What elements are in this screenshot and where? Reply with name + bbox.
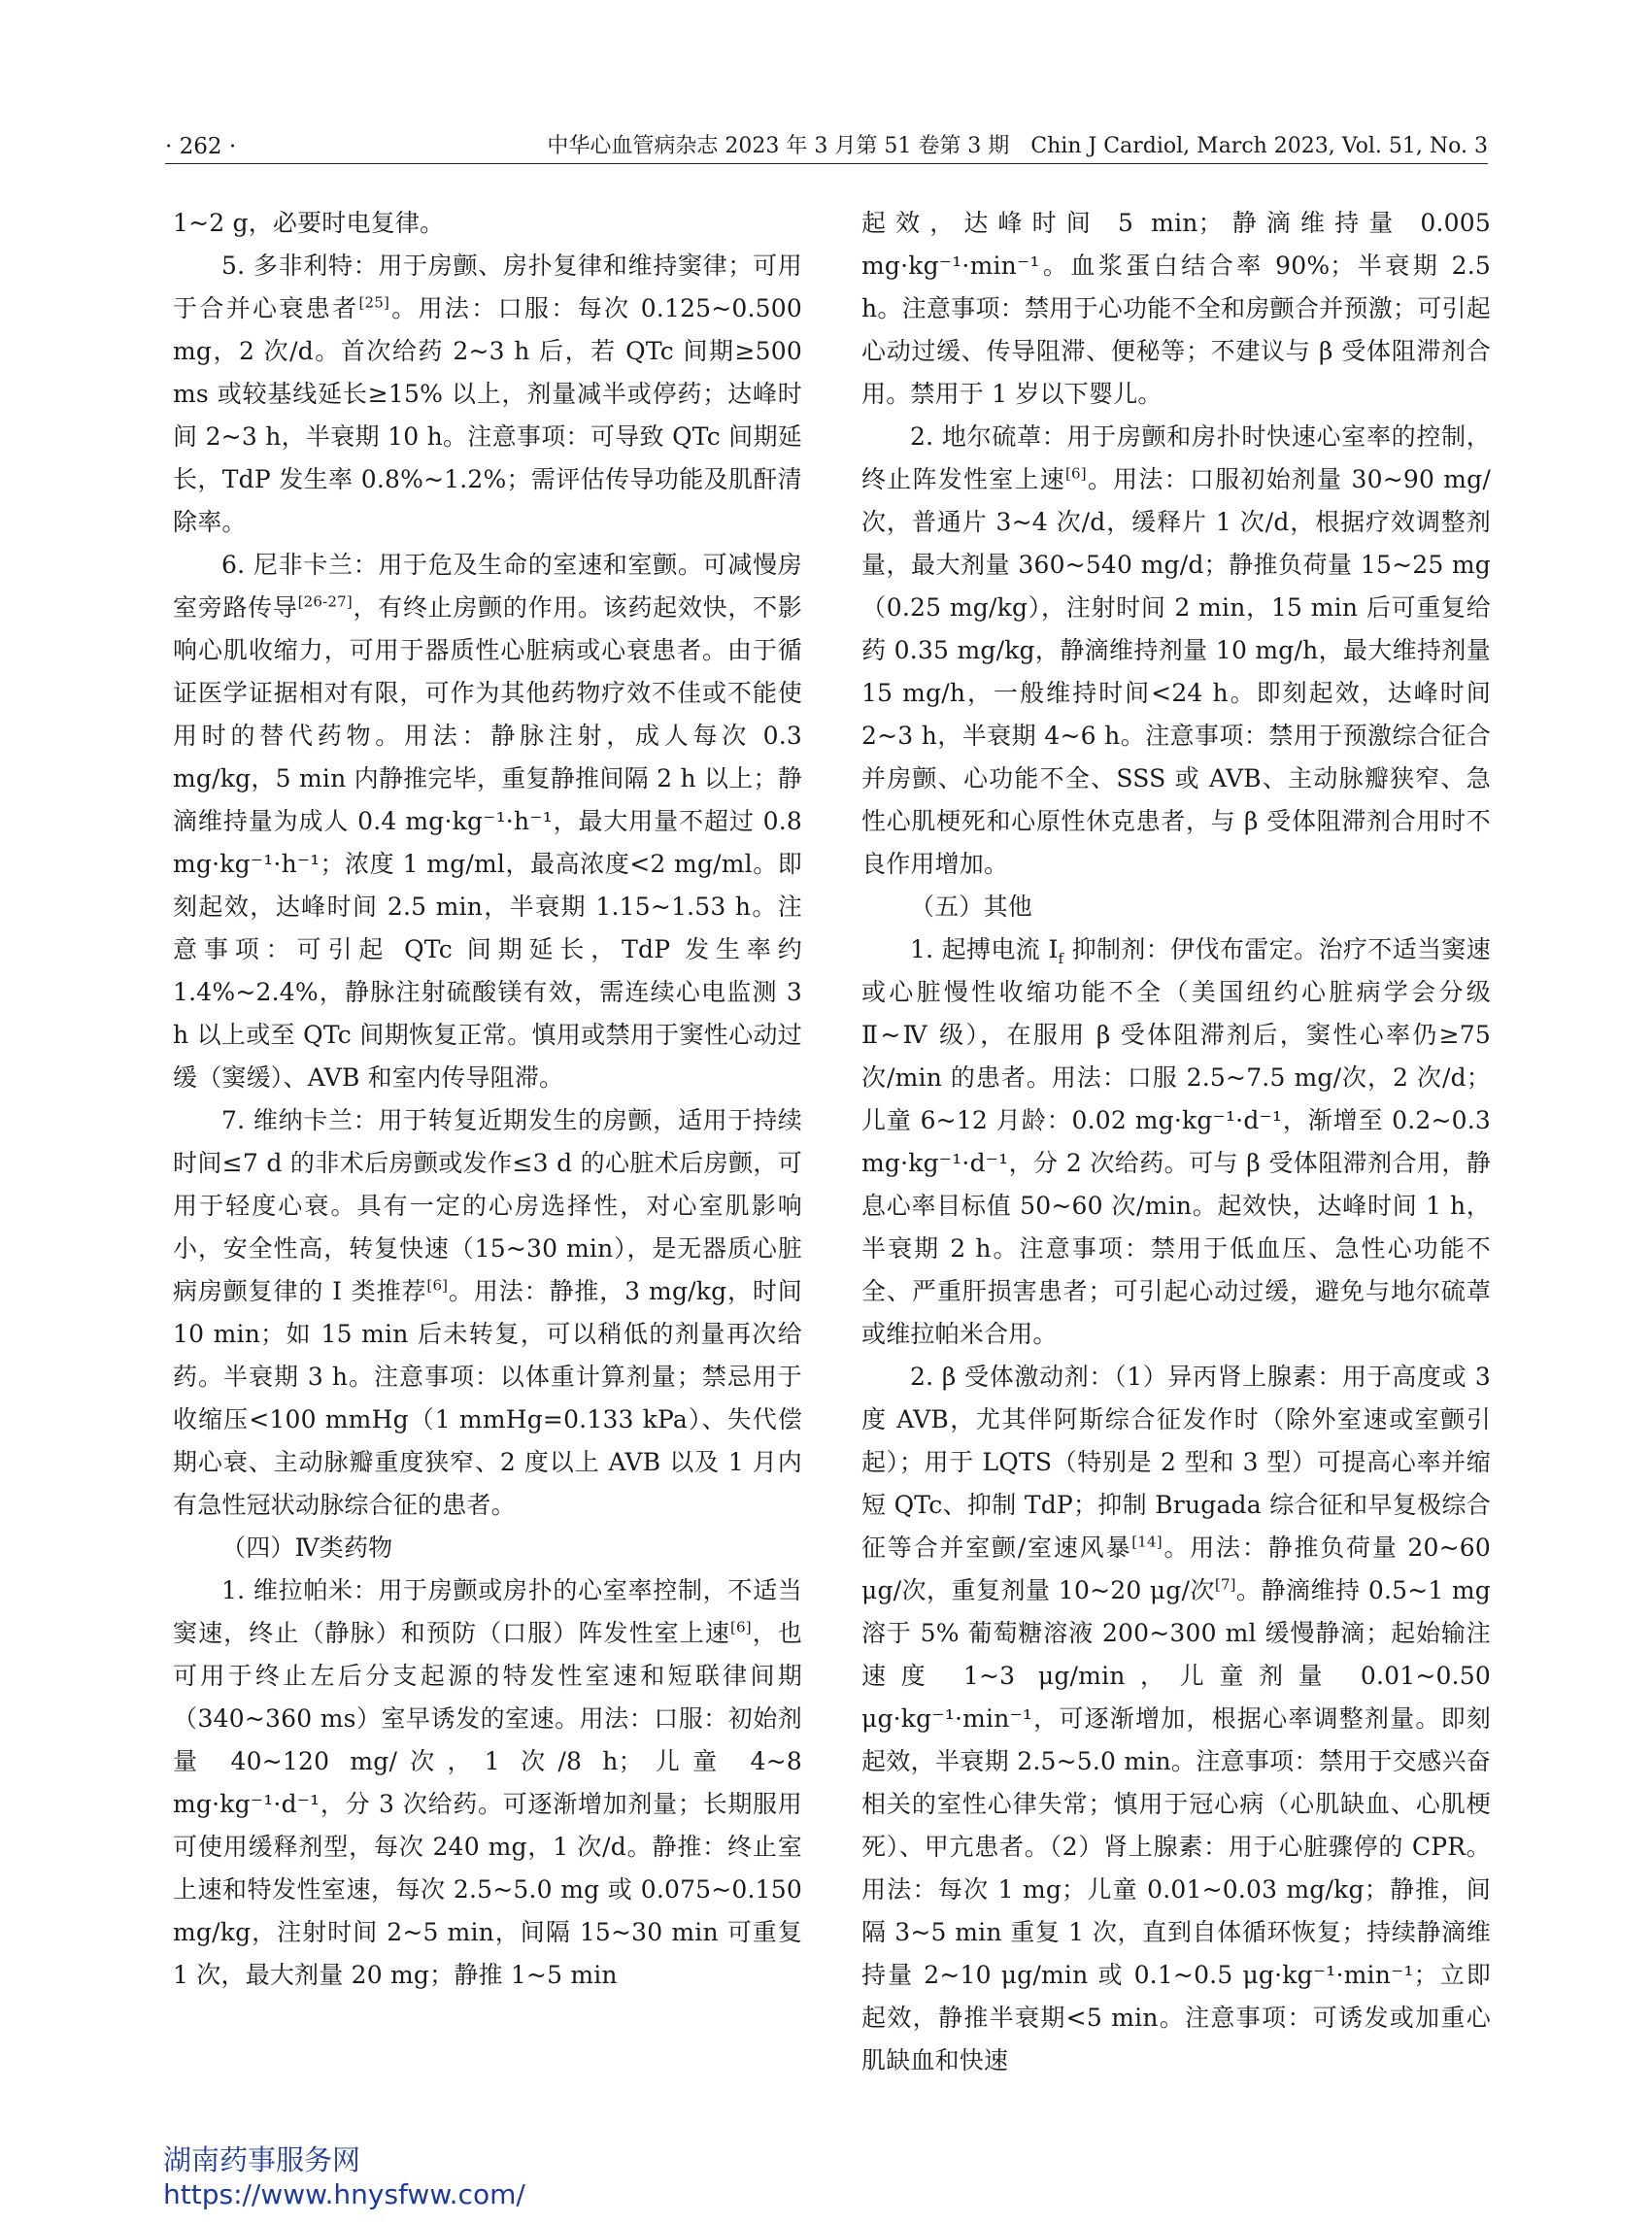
running-header	[165, 132, 1488, 161]
paragraph-dofetilide: 5. 多非利特：用于房颤、房扑复律和维持窦律；可用于合并心衰患者[25]。用法：口服：每次 0.125~0.500 mg，2 次/d。首次给药 2~3 h 后，若 QTc 间期≥500 ms 或较基线延长≥15% 以上，剂量减半或停药；达峰时间 2~3 h，半衰期 10 h。注意事项：可导致 QTc 间期延长，TdP 发生率 0.8%~1.2%；需评估传导功能及肌酐清除率。	[173, 252, 802, 536]
paragraph-nifekalant: 6. 尼非卡兰：用于危及生命的室速和室颤。可减慢房室旁路传导[26-27]，有终止房颤的作用。该药起效快，不影响心肌收缩力，可用于器质性心脏病或心衰患者。由于循证医学证据相对有限，可作为其他药物疗效不佳或不能使用时的替代药物。用法：静脉注射，成人每次 0.3 mg/kg，5 min 内静推完毕，重复静推间隔 2 h 以上；静滴维持量为成人 0.4 mg·kg⁻¹·h⁻¹，最大用量不超过 0.8 mg·kg⁻¹·h⁻¹；浓度 1 mg/ml，最高浓度<2 mg/ml。即刻起效，达峰时间 2.5 min，半衰期 1.15~1.53 h。注意事项：可引起 QTc 间期延长，TdP 发生率约 1.4%~2.4%，静脉注射硫酸镁有效，需连续心电监测 3 h 以上或至 QTc 间期恢复正常。慎用或禁用于窦性心动过缓（窦缓）、AVB 和室内传导阻滞。	[173, 551, 802, 1092]
section-heading-class-iv: （四）Ⅳ类药物	[221, 1534, 393, 1562]
paragraph-diltiazem: 2. 地尔硫䓬：用于房颤和房扑时快速心室率的控制，终止阵发性室上速[6]。用法：口服初始剂量 30~90 mg/次，普通片 3~4 次/d，缓释片 1 次/d，根据疗效调整剂量，最大剂量 360~540 mg/d；静推负荷量 15~25 mg（0.25 mg/kg），注射时间 2 min，15 min 后可重复给药 0.35 mg/kg，静滴维持剂量 10 mg/h，最大维持剂量 15 mg/h，一般维持时间<24 h。即刻起效，达峰时间 2~3 h，半衰期 4~6 h。注意事项：禁用于预激综合征合并房颤、心功能不全、SSS 或 AVB、主动脉瓣狭窄、急性心肌梗死和心原性休克患者，与 β 受体阻滞剂合用时不良作用增加。	[861, 422, 1491, 878]
paragraph-beta-agonists: 2. β 受体激动剂：（1）异丙肾上腺素：用于高度或 3 度 AVB，尤其伴阿斯综合征发作时（除外室速或室颤引起）；用于 LQTS（特别是 2 型和 3 型）可提高心率并缩短 QTc、抑制 TdP；抑制 Brugada 综合征和早复极综合征等合并室颤/室速风暴[14]。用法：静推负荷量 20~60 μg/次，重复剂量 10~20 μg/次[7]。静滴维持 0.5~1 mg 溶于 5% 葡萄糖溶液 200~300 ml 缓慢静滴；起始输注速度 1~3 μg/min，儿童剂量 0.01~0.50 μg·kg⁻¹·min⁻¹，可逐渐增加，根据心率调整剂量。即刻起效，半衰期 2.5~5.0 min。注意事项：禁用于交感兴奋相关的室性心律失常；慎用于冠心病（心肌缺血、心肌梗死）、甲亢患者。（2）肾上腺素：用于心脏骤停的 CPR。用法：每次 1 mg；儿童 0.01~0.03 mg/kg；静推，间隔 3~5 min 重复 1 次，直到自体循环恢复；持续静滴维持量 2~10 μg/min 或 0.1~0.5 μg·kg⁻¹·min⁻¹；立即起效，静推半衰期<5 min。注意事项：可诱发或加重心肌缺血和快速	[861, 1363, 1492, 2074]
watermark-url[interactable]: https://www.hnysfww.com/	[163, 2178, 525, 2210]
header-rule	[165, 163, 1488, 164]
journal-citation: 中华心血管病杂志 2023 年 3 月第 51 卷第 3 期 Chin J Cardiol, March 2023, Vol. 51, No. 3	[547, 134, 1488, 158]
watermark-name: 湖南药事服务网	[163, 2143, 361, 2176]
citation-ref: [6]	[426, 1276, 449, 1295]
citation-ref: [25]	[358, 293, 390, 312]
page-number: · 262 ·	[165, 134, 237, 159]
citation-ref: [14]	[1131, 1533, 1163, 1551]
paragraph: 起效，达峰时间 5 min；静滴维持量 0.005 mg·kg⁻¹·min⁻¹。血浆蛋白结合率 90%；半衰期 2.5 h。注意事项：禁用于心功能不全和房颤合并预激；可引起心动过缓、传导阻滞、便秘等；不建议与 β 受体阻滞剂合用。禁用于 1 岁以下婴儿。	[861, 209, 1491, 408]
citation-ref: [26-27]	[297, 592, 353, 611]
subscript: f	[1058, 950, 1064, 967]
paragraph-vernakalant: 7. 维纳卡兰：用于转复近期发生的房颤，适用于持续时间≤7 d 的非术后房颤或发作≤3 d 的心脏术后房颤，可用于轻度心衰。具有一定的心房选择性，对心室肌影响小，安全性高，转复快速（15~30 min），是无器质心脏病房颤复律的 Ⅰ 类推荐[6]。用法：静推，3 mg/kg，时间 10 min；如 15 min 后未转复，可以稍低的剂量再次给药。半衰期 3 h。注意事项：以体重计算剂量；禁忌用于收缩压<100 mmHg（1 mmHg=0.133 kPa）、失代偿期心衰、主动脉瓣重度狭窄、2 度以上 AVB 以及 1 月内有急性冠状动脉综合征的患者。	[173, 1106, 802, 1519]
paragraph: 1~2 g，必要时电复律。	[173, 209, 445, 237]
paragraph-verapamil: 1. 维拉帕米：用于房颤或房扑的心室率控制，不适当窦速，终止（静脉）和预防（口服）阵发性室上速[6]，也可用于终止左后分支起源的特发性室速和短联律间期（340~360 ms）室早诱发的室速。用法：口服：初始剂量 40~120 mg/次，1 次/8 h；儿童 4~8 mg·kg⁻¹·d⁻¹，分 3 次给药。可逐渐增加剂量；长期服用可使用缓释剂型，每次 240 mg，1 次/d。静推：终止室上速和特发性室速，每次 2.5~5.0 mg 或 0.075~0.150 mg/kg，注射时间 2~5 min，间隔 15~30 min 可重复 1 次，最大剂量 20 mg；静推 1~5 min	[173, 1576, 802, 1989]
left-column	[173, 202, 802, 1997]
citation-ref: [6]	[1064, 464, 1087, 483]
right-column	[861, 202, 1491, 2082]
paragraph-ivabradine: 1. 起搏电流 $I_f$ 抑制剂：伊伐布雷定。治疗不适当窦速或心脏慢性收缩功能不全（美国纽约心脏病学会分级 Ⅱ~Ⅳ 级），在服用 β 受体阻滞剂后，窦性心率仍≥75 次/min 的患者。用法：口服 2.5~7.5 mg/次，2 次/d；儿童 6~12 月龄：0.02 mg·kg⁻¹·d⁻¹，渐增至 0.2~0.3 mg·kg⁻¹·d⁻¹，分 2 次给药。可与 β 受体阻滞剂合用，静息心率目标值 50~60 次/min。起效快，达峰时间 1 h，半衰期 2 h。注意事项：禁用于低血压、急性心功能不全、严重肝损害患者；可引起心动过缓，避免与地尔硫䓬或维拉帕米合用。	[861, 935, 1491, 1348]
watermark	[163, 2142, 525, 2212]
citation-ref: [6]	[729, 1618, 752, 1636]
section-heading-others: （五）其他	[910, 893, 1033, 921]
citation-ref: [7]	[1214, 1575, 1236, 1594]
